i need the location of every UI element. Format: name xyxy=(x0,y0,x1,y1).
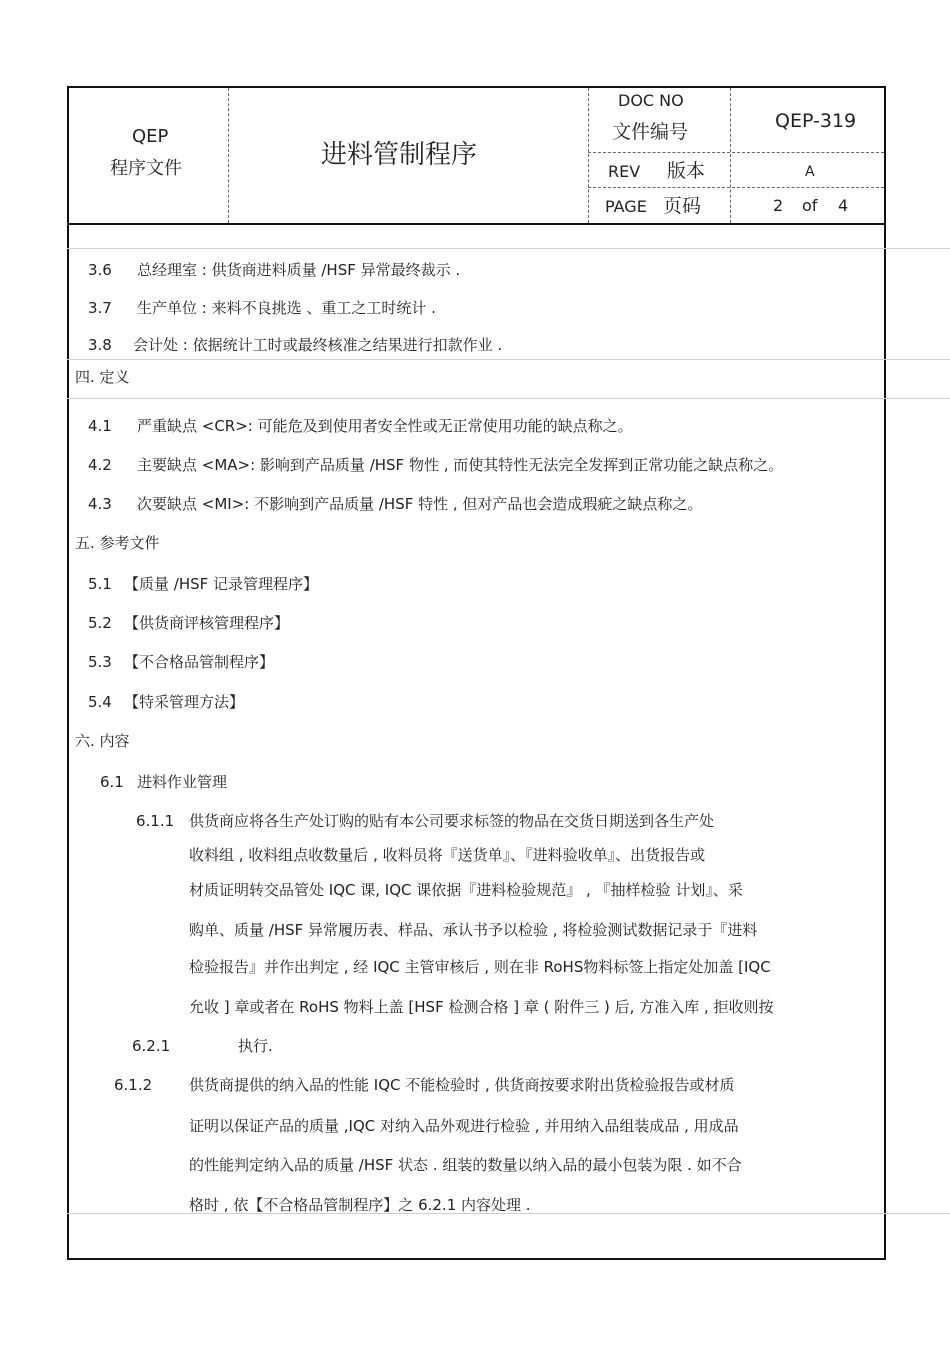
item-number: 4.3 xyxy=(88,495,112,513)
item-text: 【质量 /HSF 记录管理程序】 xyxy=(124,575,319,593)
page-title: 进料管制程序 xyxy=(321,140,478,170)
paragraph-text: 检验报告』并作出判定 , 经 IQC 主管审核后 , 则在非 RoHS物料标签上指定处加盖 [IQC xyxy=(189,958,771,976)
separator-line xyxy=(67,248,950,249)
page-current: 2 xyxy=(773,196,784,215)
item-number: 5.4 xyxy=(88,693,112,711)
paragraph-text: 购单、质量 /HSF 异常履历表、样品、承认书予以检验 , 将检验测试数据记录于『进料 xyxy=(189,921,758,939)
item-number: 6.1.1 xyxy=(136,812,175,830)
item-number: 4.1 xyxy=(88,417,112,435)
paragraph-text: 的性能判定纳入品的质量 /HSF 状态 . 组装的数量以纳入品的最小包装为限 . 如不合 xyxy=(189,1156,742,1174)
paragraph-text: 供货商应将各生产处订购的贴有本公司要求标签的物品在交货日期送到各生产处 xyxy=(189,812,715,830)
page-label-en: PAGE xyxy=(605,197,647,216)
item-text: 会计处 : 依据统计工时或最终核准之结果进行扣款作业 . xyxy=(133,336,503,354)
rev-label-en: REV xyxy=(608,162,641,181)
item-text: 【供货商评核管理程序】 xyxy=(124,614,290,632)
item-text: 严重缺点 <CR>: 可能危及到使用者安全性或无正常使用功能的缺点称之。 xyxy=(137,417,633,435)
item-number: 3.6 xyxy=(88,261,112,279)
paragraph-text: 收料组 , 收料组点收数量后 , 收料员将『送货单』、『进料验收单』、出货报告或 xyxy=(189,846,706,864)
paragraph-text: 材质证明转交品管处 IQC 课, IQC 课依据『进料检验规范』 , 『抽样检验 计划』、采 xyxy=(189,881,743,899)
paragraph-text: 执行. xyxy=(238,1037,273,1055)
item-text: 主要缺点 <MA>: 影响到产品质量 /HSF 物性 , 而使其特性无法完全发挥到正常功能之缺点称之。 xyxy=(137,456,784,474)
page-total: 4 xyxy=(838,196,849,215)
header-divider xyxy=(228,88,229,223)
doc-type: 程序文件 xyxy=(110,158,182,179)
paragraph-text: 格时 , 依【不合格品管制程序】之 6.2.1 内容处理 . xyxy=(189,1196,531,1214)
docno-label-cn: 文件编号 xyxy=(612,121,689,143)
section-heading-references: 五. 参考文件 xyxy=(75,534,160,552)
docno-value: QEP-319 xyxy=(775,110,857,132)
header-divider xyxy=(730,88,731,223)
item-text: 【不合格品管制程序】 xyxy=(124,653,275,671)
item-number: 6.2.1 xyxy=(132,1037,171,1055)
document-header xyxy=(69,88,884,225)
item-text: 【特采管理方法】 xyxy=(124,693,245,711)
separator-line xyxy=(67,359,950,360)
item-number: 4.2 xyxy=(88,456,112,474)
page-of: of xyxy=(802,196,818,215)
item-number: 6.1.2 xyxy=(114,1076,153,1094)
item-number: 3.7 xyxy=(88,299,112,317)
item-text: 总经理室 : 供货商进料质量 /HSF 异常最终裁示 . xyxy=(137,261,461,279)
section-heading-content: 六. 内容 xyxy=(75,732,130,750)
docno-label-en: DOC NO xyxy=(618,91,684,110)
org-name: QEP xyxy=(132,126,169,147)
paragraph-text: 允收 ] 章或者在 RoHS 物料上盖 [HSF 检测合格 ] 章 ( 附件三 ) 后, 方准入库 , 拒收则按 xyxy=(189,998,774,1016)
rev-value: A xyxy=(805,164,815,180)
header-row-divider xyxy=(588,187,884,188)
item-number: 5.1 xyxy=(88,575,112,593)
rev-label-cn: 版本 xyxy=(667,160,706,182)
separator-line xyxy=(67,398,950,399)
item-number: 5.3 xyxy=(88,653,112,671)
item-number: 3.8 xyxy=(88,336,112,354)
item-number: 6.1 xyxy=(100,773,124,791)
item-text: 次要缺点 <MI>: 不影响到产品质量 /HSF 特性 , 但对产品也会造成瑕疵之缺点称之。 xyxy=(137,495,703,513)
header-divider xyxy=(588,88,589,223)
item-text: 进料作业管理 xyxy=(137,773,228,791)
paragraph-text: 供货商提供的纳入品的性能 IQC 不能检验时 , 供货商按要求附出货检验报告或材质 xyxy=(189,1076,735,1094)
item-text: 生产单位 : 来料不良挑选 、重工之工时统计 . xyxy=(137,299,436,317)
item-number: 5.2 xyxy=(88,614,112,632)
header-row-divider xyxy=(588,152,884,153)
section-heading-definitions: 四. 定义 xyxy=(75,368,130,386)
page-label-cn: 页码 xyxy=(663,195,702,217)
paragraph-text: 证明以保证产品的质量 ,IQC 对纳入品外观进行检验 , 并用纳入品组装成品 , 用成品 xyxy=(189,1117,739,1135)
